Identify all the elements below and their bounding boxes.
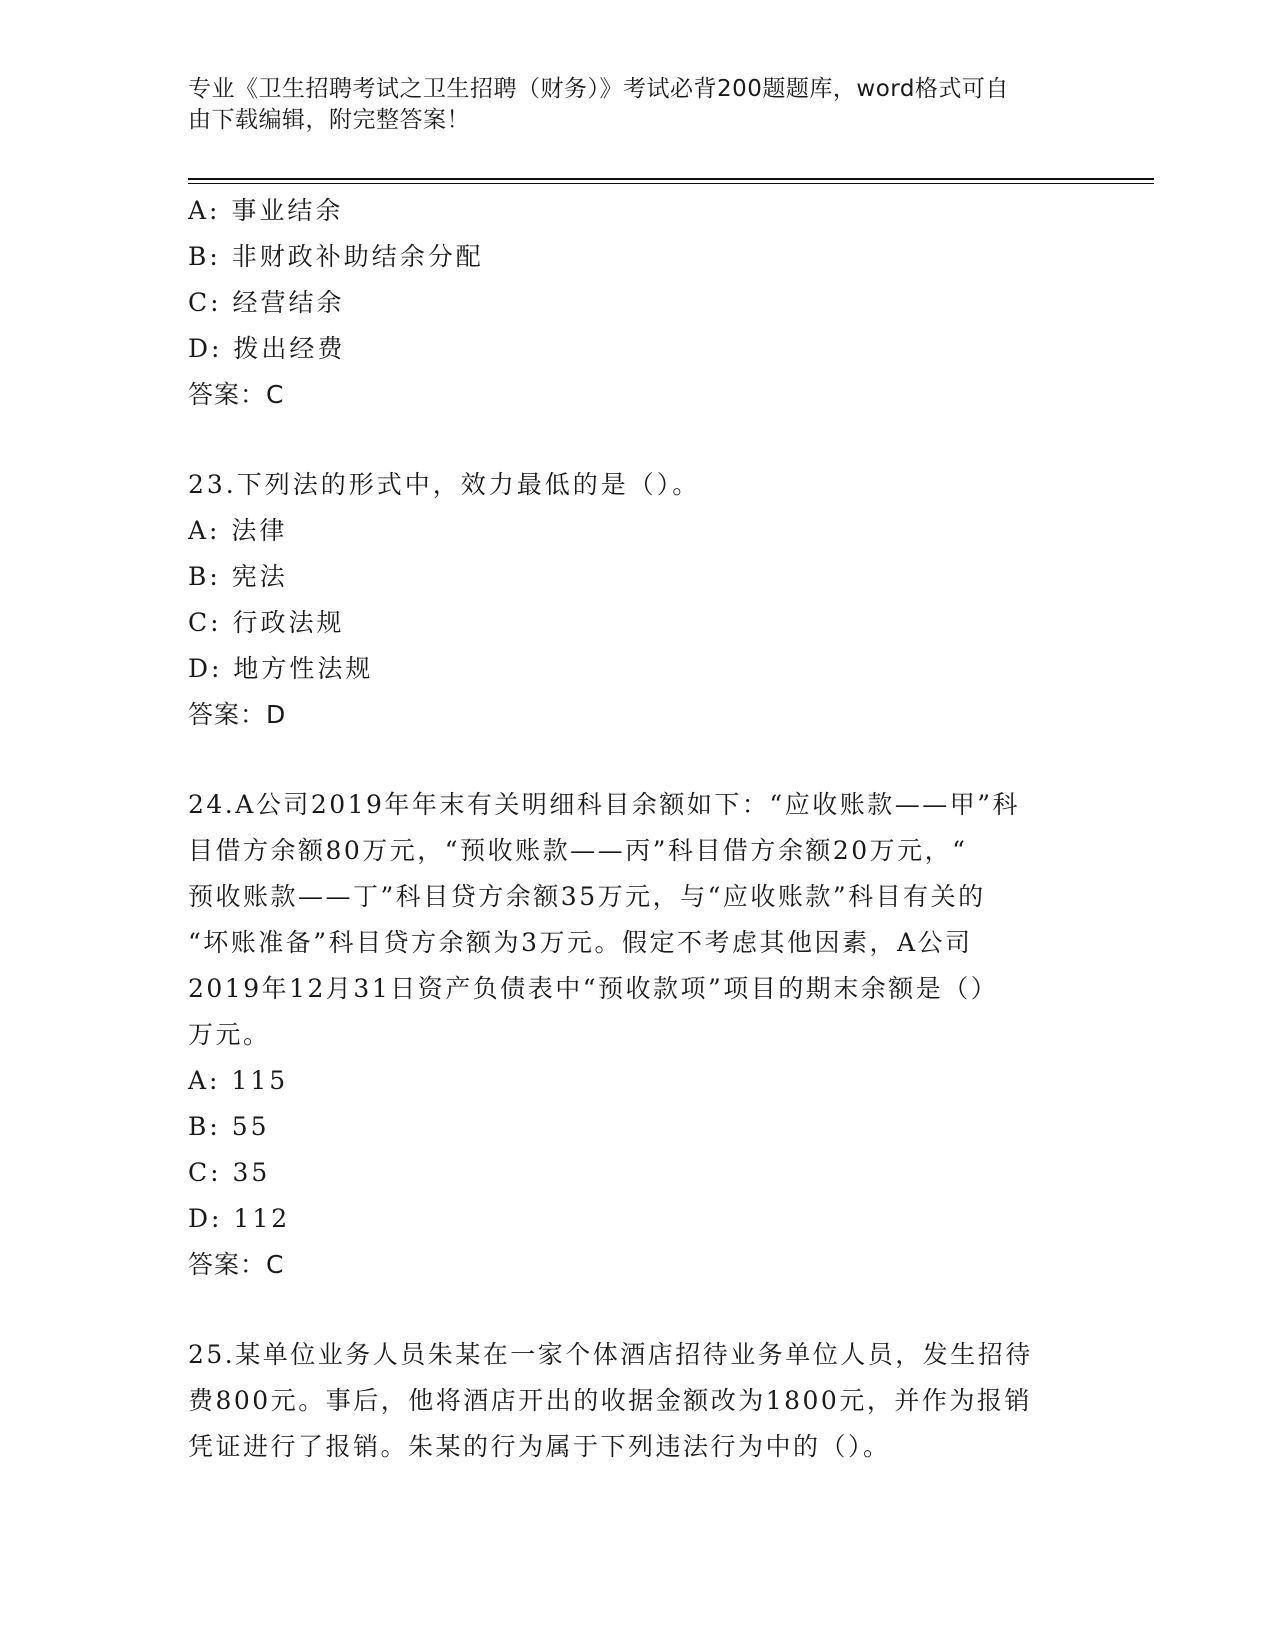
stem-line: 24.A公司2019年年末有关明细科目余额如下：“应收账款——甲”科 xyxy=(188,790,1020,819)
question-stem xyxy=(188,782,1088,1058)
header-divider-thin xyxy=(188,183,1154,184)
option-d: D: 拨出经费 xyxy=(188,334,346,363)
answer-line: 答案：C xyxy=(188,380,285,409)
option-b: B: 55 xyxy=(188,1112,270,1141)
option-d: D: 地方性法规 xyxy=(188,654,374,683)
stem-line: 万元。 xyxy=(188,1020,271,1049)
option-a: A: 法律 xyxy=(188,516,288,545)
answer-line: 答案：C xyxy=(188,1250,285,1279)
option-b: B: 宪法 xyxy=(188,562,288,591)
header-line-2: 由下载编辑，附完整答案！ xyxy=(188,107,470,133)
spacer xyxy=(188,418,1088,462)
question-stem: 23.下列法的形式中，效力最低的是（）。 xyxy=(188,470,701,499)
question-stem xyxy=(188,1332,1088,1470)
stem-line: 预收账款——丁”科目贷方余额35万元，与“应收账款”科目有关的 xyxy=(188,882,986,911)
question-24 xyxy=(188,782,1088,1288)
option-d: D: 112 xyxy=(188,1204,291,1233)
stem-line: 25.某单位业务人员朱某在一家个体酒店招待业务单位人员，发生招待 xyxy=(188,1340,1033,1369)
header-line-1: 专业《卫生招聘考试之卫生招聘（财务）》考试必背200题题库，word格式可自 xyxy=(188,76,1009,102)
spacer xyxy=(188,738,1088,782)
stem-line: 2019年12月31日资产负债表中“预收款项”项目的期末余额是（） xyxy=(188,974,999,1003)
question-25 xyxy=(188,1332,1088,1470)
option-c: C: 行政法规 xyxy=(188,608,345,637)
option-c: C: 35 xyxy=(188,1158,271,1187)
header-divider-thick xyxy=(188,178,1154,180)
option-b: B: 非财政补助结余分配 xyxy=(188,242,484,271)
spacer xyxy=(188,1288,1088,1332)
stem-line: “坏账准备”科目贷方余额为3万元。假定不考虑其他因素，A公司 xyxy=(188,928,973,957)
question-22 xyxy=(188,188,1088,418)
stem-line: 目借方余额80万元，“预收账款——丙”科目借方余额20万元，“ xyxy=(188,836,968,865)
document-header xyxy=(188,74,1068,136)
question-content xyxy=(188,188,1088,1470)
option-c: C: 经营结余 xyxy=(188,288,345,317)
option-a: A: 事业结余 xyxy=(188,196,344,225)
stem-line: 费800元。事后，他将酒店开出的收据金额改为1800元，并作为报销 xyxy=(188,1386,1032,1415)
option-a: A: 115 xyxy=(188,1066,289,1095)
question-23 xyxy=(188,462,1088,738)
stem-line: 凭证进行了报销。朱某的行为属于下列违法行为中的（）。 xyxy=(188,1432,891,1461)
answer-line: 答案：D xyxy=(188,700,287,729)
